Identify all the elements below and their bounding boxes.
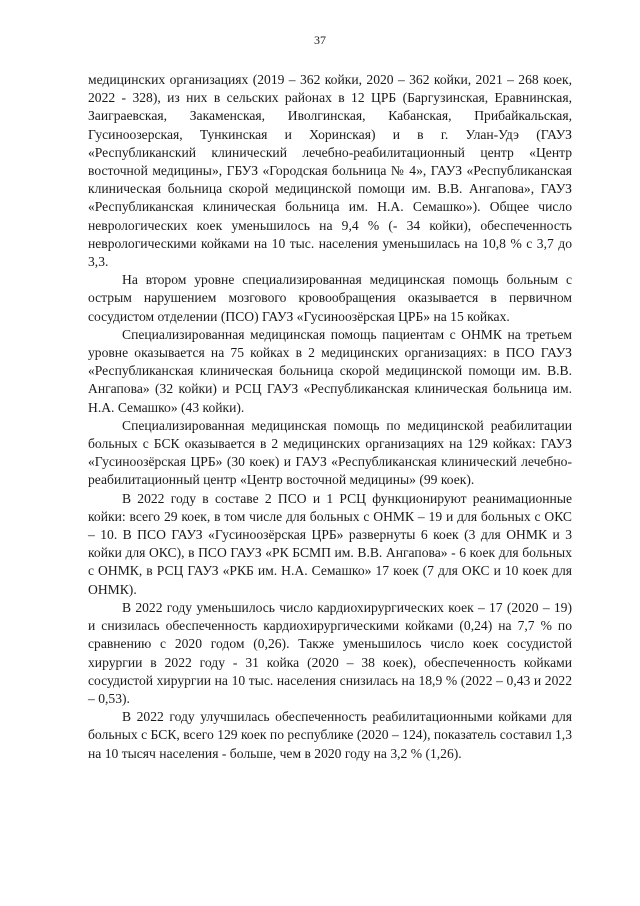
paragraph-intensive-care-beds: В 2022 году в составе 2 ПСО и 1 РСЦ функционируют реанимационные койки: всего 29 коек, в том числе для больных с ОНМК – 19 и для больных с ОКС – 10. В ПСО ГАУЗ «Гусиноозёрская ЦРБ» развернуты 6 коек (3 для ОНМК и 3 койки для ОКС), в ПСО ГАУЗ «РК БСМП им. В.В. Ангапова» - 6 коек для больных с ОНМК, в РСЦ ГАУЗ «РКБ им. Н.А. Семашко» 17 коек (7 для ОКС и 10 коек для ОНМК).: [88, 490, 572, 597]
body-text: [88, 71, 572, 763]
paragraph-rehabilitation-beds: В 2022 году улучшилась обеспеченность реабилитационными койками для больных с БСК, всего 129 коек по республике (2020 – 124), показатель составил 1,3 на 10 тысяч населения - больше, чем в 2020 году на 3,2 % (1,26).: [88, 709, 572, 761]
paragraph-third-level-care: Специализированная медицинская помощь пациентам с ОНМК на третьем уровне оказывается на 75 койках в 2 медицинских организациях: в ПСО ГАУЗ «Республиканская клиническая больница скорой медицинской помощи им. В.В. Ангапова» (32 койки) и РСЦ ГАУЗ «Республиканская клиническая больница им. Н.А. Семашко» (43 койки).: [88, 326, 572, 415]
paragraph-rehabilitation-care: Специализированная медицинская помощь по медицинской реабилитации больных с БСК оказывается в 2 медицинских организациях на 129 койках: ГАУЗ «Гусиноозёрская ЦРБ» (30 коек) и ГАУЗ «Республиканская клинический лечебно-реабилитационный центр «Центр восточной медицины» (99 коек).: [88, 417, 572, 488]
paragraph-second-level-care: На втором уровне специализированная медицинская помощь больным с острым нарушением мозгового кровообращения оказывается в первичном сосудистом отделении (ПСО) ГАУЗ «Гусиноозёрская ЦРБ» на 15 койках.: [88, 272, 572, 324]
page-number: 37: [314, 33, 326, 47]
paragraph-neurology-beds: медицинских организациях (2019 – 362 койки, 2020 – 362 койки, 2021 – 268 коек, 2022 - 328), из них в сельских районах в 12 ЦРБ (Баргузинская, Еравнинская, Заиграевская, Закаменская, Иволгинская, Кабанская, Прибайкальская, Гусиноозерская, Тункинская и Хоринская) и в г. Улан-Удэ (ГАУЗ «Республиканский клинический лечебно-реабилитационный центр «Центр восточной медицины», ГБУЗ «Городская больница № 4», ГАУЗ «Республиканская клиническая больница скорой медицинской помощи им. В.В. Ангапова», ГАУЗ «Республиканская клиническая больница им. Н.А. Семашко»). Общее число неврологических коек уменьшилось на 9,4 % (- 34 койки), обеспеченность неврологическими койками на 10 тыс. населения уменьшилась на 10,8 % с 3,7 до 3,3.: [88, 72, 572, 270]
paragraph-cardiosurgery-beds: В 2022 году уменьшилось число кардиохирургических коек – 17 (2020 – 19) и снизилась обеспеченность кардиохирургическими койками (0,24) на 7,7 % по сравнению с 2020 годом (0,26). Также уменьшилось число коек сосудистой хирургии в 2022 году - 31 койка (2020 – 38 коек), обеспеченность койками сосудистой хирургии на 10 тыс. населения снизилась на 18,9 % (2022 – 0,43 и 2022 – 0,53).: [88, 599, 572, 706]
